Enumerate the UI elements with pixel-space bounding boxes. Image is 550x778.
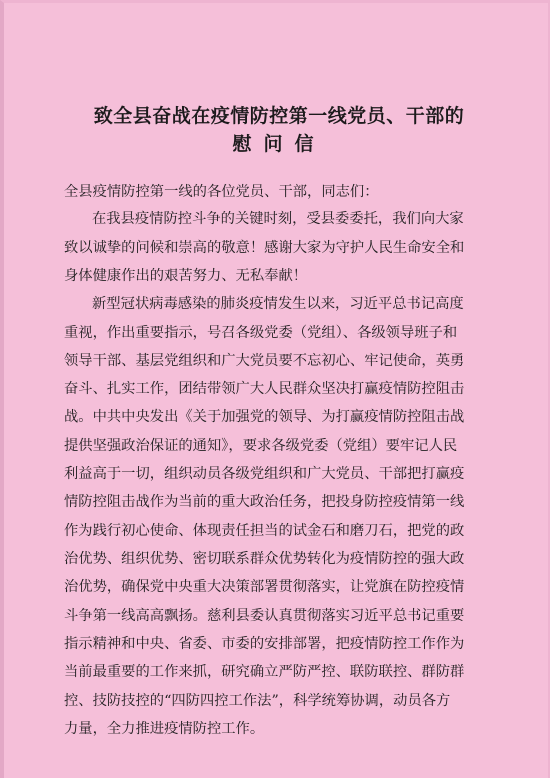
paragraph-1-line: 在我县疫情防控斗争的关键时刻，受县委委托，我们向大家	[92, 211, 464, 227]
paragraph-2-line: 控、技防技控的“四防四控工作法”，科学统筹协调，动员各方	[64, 693, 451, 709]
paragraph-2-line: 作为践行初心使命、体现责任担当的试金石和磨刀石，把党的政	[64, 523, 465, 539]
letter-title-subline: 慰问信	[232, 133, 326, 155]
paragraph-2-line: 情防控阻击战作为当前的重大政治任务，把投身防控疫情第一线	[64, 494, 465, 510]
paragraph-2-line: 战。中共中央发出《关于加强党的领导、为打赢疫情防控阻击战	[64, 409, 465, 425]
paragraph-2-line: 奋斗、扎实工作，团结带领广大人民群众坚决打赢疫情防控阻击	[64, 381, 465, 397]
paragraph-2-line: 指示精神和中央、省委、市委的安排部署，把疫情防控工作作为	[64, 636, 465, 652]
paragraph-2-line: 力量，全力推进疫情防控工作。	[64, 721, 265, 737]
paragraph-1-line: 身体健康作出的艰苦努力、无私奉献！	[64, 268, 308, 284]
paragraph-2-line: 提供坚强政治保证的通知》，要求各级党委（党组）要牢记人民	[64, 438, 458, 454]
paragraph-2-line: 治优势，确保党中央重大决策部署贯彻落实，让党旗在防控疫情	[64, 579, 465, 595]
paragraph-2-line: 治优势、组织优势、密切联系群众优势转化为疫情防控的强大政	[64, 551, 465, 567]
paragraph-2-line: 当前最重要的工作来抓，研究确立严防严控、联防联控、群防群	[64, 664, 465, 680]
paragraph-2-line: 领导干部、基层党组织和广大党员要不忘初心、牢记使命，英勇	[64, 353, 465, 369]
paragraph-2-line: 重视，作出重要指示，号召各级党委（党组）、各级领导班子和	[64, 325, 458, 341]
paragraph-2-line: 斗争第一线高高飘扬。慈利县委认真贯彻落实习近平总书记重要	[64, 608, 465, 624]
letter-title: 致全县奋战在疫情防控第一线党员、干部的	[93, 105, 465, 127]
paragraph-1-line: 致以诚挚的问候和崇高的敬意！感谢大家为守护人民生命安全和	[64, 240, 465, 256]
paragraph-2-line: 利益高于一切，组织动员各级党组织和广大党员、干部把打赢疫	[64, 466, 465, 482]
salutation: 全县疫情防控第一线的各位党员、干部，同志们：	[64, 184, 379, 200]
paragraph-2-line: 新型冠状病毒感染的肺炎疫情发生以来，习近平总书记高度	[92, 296, 464, 312]
